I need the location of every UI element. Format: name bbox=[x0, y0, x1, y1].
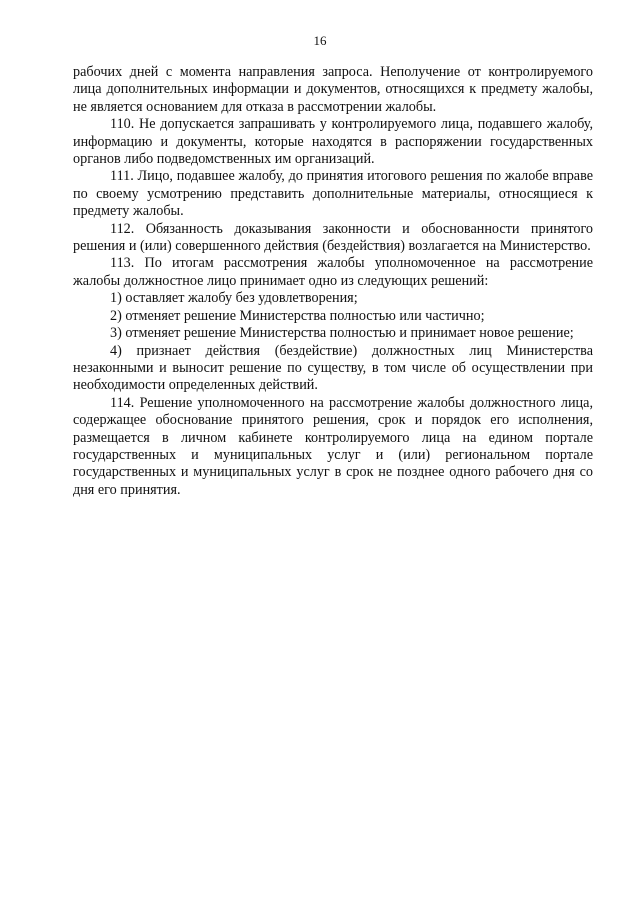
paragraph-113: 113. По итогам рассмотрения жалобы уполномоченное на рассмотрение жалобы должностное лицо принимает одно из следующих решений: bbox=[73, 255, 593, 289]
list-item-4: 4) признает действия (бездействие) должностных лиц Министерства незаконными и выносит решение по существу, в том числе об осуществлении при необходимости определенных действий. bbox=[73, 342, 593, 394]
paragraph-112: 112. Обязанность доказывания законности и обоснованности принятого решения и (или) совершенного действия (бездействия) возлагается на Министерство. bbox=[73, 220, 593, 255]
page-number: 16 bbox=[313, 33, 327, 48]
list-item-2: 2) отменяет решение Министерства полностью или частично; bbox=[110, 307, 485, 324]
list-item-3: 3) отменяет решение Министерства полностью и принимает новое решение; bbox=[110, 325, 574, 342]
paragraph-111: 111. Лицо, подавшее жалобу, до принятия итогового решения по жалобе вправе по своему усмотрению представить дополнительные материалы, относящиеся к предмету жалобы. bbox=[73, 168, 593, 220]
paragraph-114: 114. Решение уполномоченного на рассмотрение жалобы должностного лица, содержащее обоснование принятого решения, срок и порядок его исполнения, размещается в личном кабинете контролируемого лица на едином портале государственных и муниципальных услуг и (или) региональном портале государственных и муниципальных услуг в срок не позднее одного рабочего дня со дня его принятия. bbox=[73, 394, 593, 498]
document-body bbox=[73, 64, 593, 499]
paragraph-110: 110. Не допускается запрашивать у контролируемого лица, подавшего жалобу, информацию и документы, которые находятся в распоряжении государственных органов либо подведомственных им организаций. bbox=[73, 116, 593, 168]
list-item-1: 1) оставляет жалобу без удовлетворения; bbox=[110, 290, 358, 307]
paragraph-continuation: рабочих дней с момента направления запроса. Неполучение от контролируемого лица дополнительных информации и документов, относящихся к предмету жалобы, не является основанием для отказа в рассмотрении жалобы. bbox=[73, 64, 593, 115]
